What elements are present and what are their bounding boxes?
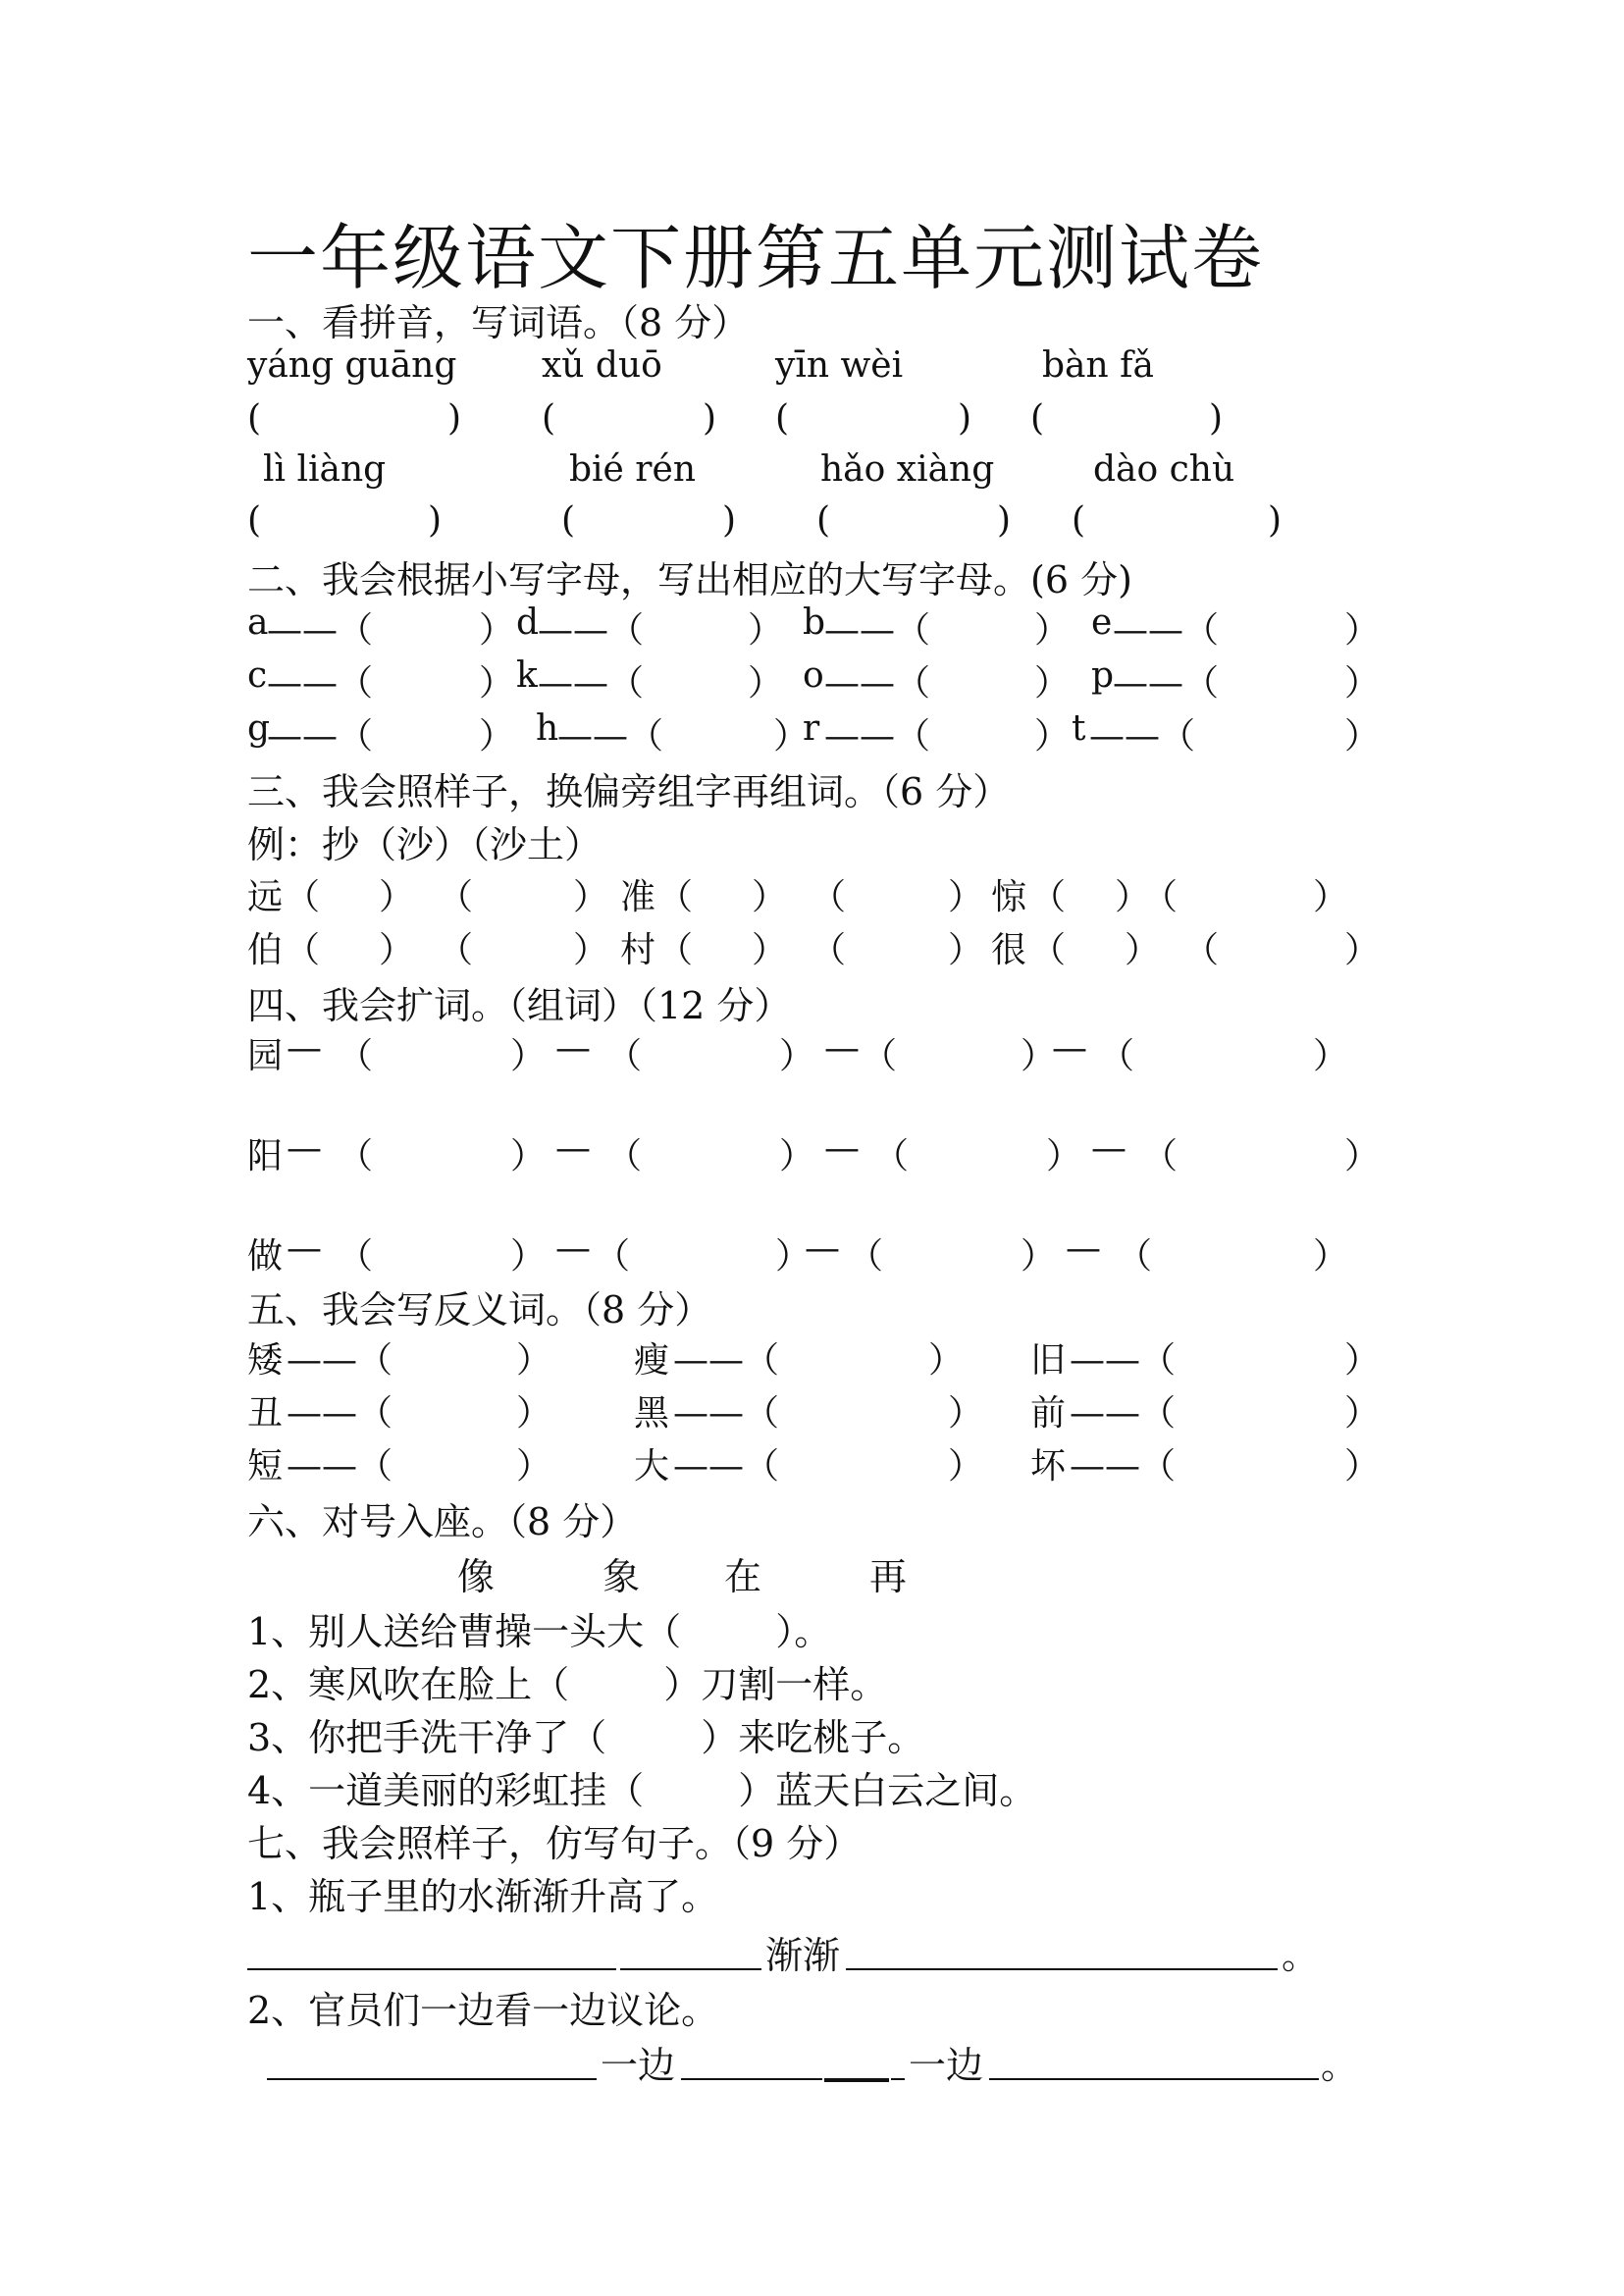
paren-close: )	[703, 398, 717, 439]
period: 。	[1282, 1934, 1320, 1977]
pinyin-2: xǔ duō	[542, 345, 662, 386]
char: 阳	[247, 1136, 284, 1176]
char: 丑	[247, 1393, 284, 1434]
letter: o	[803, 655, 824, 696]
example-sentence-2: 2、官员们一边看一边议论。	[247, 1989, 719, 2032]
dash: —	[1052, 1028, 1087, 1069]
letter: t	[1072, 708, 1086, 749]
char: 黑	[634, 1393, 670, 1434]
dash: ——（	[538, 663, 645, 704]
dash: —	[824, 1028, 860, 1069]
paren-close: ）	[775, 1236, 812, 1277]
dash: —	[555, 1128, 591, 1169]
char: 准	[620, 877, 656, 917]
paren-close: ）	[748, 610, 784, 651]
dash: ——（	[824, 663, 931, 704]
answer-line[interactable]	[620, 1968, 761, 1970]
char: 旧	[1030, 1340, 1067, 1381]
fill-item-1	[247, 1601, 831, 1655]
letter: h	[536, 708, 559, 749]
dash: ——（	[1113, 663, 1220, 704]
char: 村	[620, 930, 656, 970]
char: 远	[247, 877, 284, 917]
pinyin-6: bié rén	[569, 449, 697, 490]
paren-open: （	[1142, 1136, 1179, 1176]
letter: k	[516, 655, 538, 696]
paren-open: （	[1030, 877, 1067, 917]
paren-open: （	[606, 1136, 643, 1176]
char: 惊	[991, 877, 1027, 917]
section-6-heading: 六、对号入座。（8 分）	[247, 1500, 638, 1543]
paren-open: (	[1072, 500, 1086, 541]
dash: ——（	[267, 716, 374, 757]
paren-open: （	[438, 877, 474, 917]
paren-open: （	[657, 877, 694, 917]
paren-close: ）	[1046, 1136, 1082, 1176]
option-word: 在	[724, 1555, 762, 1598]
fill-item-2	[247, 1654, 887, 1708]
dash: —	[555, 1028, 591, 1069]
paren-close: ）	[573, 930, 609, 970]
paren-close: ）	[1115, 877, 1151, 917]
paren-close: ）	[516, 1340, 552, 1381]
paren-open: （	[338, 1236, 374, 1277]
pinyin-7: hǎo xiàng	[820, 449, 995, 490]
paren-close: ）	[948, 930, 984, 970]
dash: ——（	[673, 1393, 780, 1434]
answer-line[interactable]	[824, 2078, 889, 2082]
paren-open: （	[1030, 930, 1067, 970]
paren-open: (	[542, 398, 556, 439]
paren-close: ）	[1344, 1393, 1381, 1434]
letter: g	[247, 708, 271, 749]
option-word: 再	[869, 1555, 908, 1598]
dash: ——（	[1089, 716, 1196, 757]
paren-close: ）	[510, 1236, 547, 1277]
answer-line[interactable]	[989, 2078, 1319, 2080]
page-title: 一年级语文下册第五单元测试卷	[247, 217, 1265, 299]
letter: c	[247, 655, 268, 696]
paren-open: (	[247, 500, 262, 541]
char: 短	[247, 1446, 284, 1487]
fill-item-3	[247, 1707, 924, 1761]
paren-close: ）	[1034, 716, 1071, 757]
paren-open: （	[285, 877, 321, 917]
paren-close: ）	[948, 877, 984, 917]
paren-close: ）	[1313, 877, 1349, 917]
dash: ——（	[673, 1340, 780, 1381]
option-word: 像	[457, 1555, 496, 1598]
pinyin-4: bàn fǎ	[1042, 345, 1154, 386]
dash: ——（	[557, 716, 664, 757]
char: 矮	[247, 1340, 284, 1381]
char: 做	[247, 1236, 284, 1277]
example-sentence-1: 1、瓶子里的水渐渐升高了。	[247, 1875, 719, 1918]
key-word: 一边	[909, 2044, 984, 2087]
section-2-heading: 二、我会根据小写字母，写出相应的大写字母。(6 分)	[247, 558, 1132, 601]
paren-open: （	[657, 930, 694, 970]
paren-close: )	[428, 500, 443, 541]
paren-open: （	[338, 1036, 374, 1076]
paren-open: （	[862, 1036, 898, 1076]
paren-close: )	[1268, 500, 1283, 541]
dash: ——（	[824, 610, 931, 651]
dash: —	[1066, 1228, 1101, 1269]
answer-line[interactable]	[267, 2078, 597, 2080]
paren-open: （	[285, 930, 321, 970]
section-4-heading: 四、我会扩词。（组词）（12 分）	[247, 984, 792, 1027]
paren-close: ）	[516, 1446, 552, 1487]
paren-close: )	[958, 398, 972, 439]
char: 坏	[1030, 1446, 1067, 1487]
paren-close: ）	[928, 1340, 965, 1381]
letter: b	[803, 602, 826, 643]
paren-close: ）	[779, 1136, 815, 1176]
paren-close: ）	[748, 663, 784, 704]
paren-close: ）	[1034, 663, 1071, 704]
section-7-heading: 七、我会照样子，仿写句子。（9 分）	[247, 1822, 862, 1865]
dash: ——（	[1070, 1446, 1177, 1487]
option-word: 象	[602, 1555, 641, 1598]
paren-close: ）	[1344, 663, 1381, 704]
letter: d	[516, 602, 540, 643]
paren-close: ）	[1021, 1236, 1057, 1277]
paren-open: （	[606, 1036, 643, 1076]
item-text: ）来吃桃子。	[701, 1716, 925, 1759]
paren-close: ）	[1125, 930, 1161, 970]
section-5-heading: 五、我会写反义词。（8 分）	[247, 1288, 712, 1331]
letter: p	[1091, 655, 1115, 696]
letter: e	[1091, 602, 1113, 643]
paren-close: ）	[479, 716, 515, 757]
dash: ——（	[1070, 1340, 1177, 1381]
paren-close: )	[447, 398, 462, 439]
paren-close: ）	[752, 930, 788, 970]
pinyin-8: dào chù	[1093, 449, 1235, 490]
dash: ——（	[267, 663, 374, 704]
char: 瘦	[634, 1340, 670, 1381]
dash: ——（	[267, 610, 374, 651]
paren-close: ）	[1034, 610, 1071, 651]
paren-close: )	[997, 500, 1012, 541]
dash: ——（	[1113, 610, 1220, 651]
dash: ——（	[287, 1446, 393, 1487]
paren-open: （	[338, 1136, 374, 1176]
paren-close: ）	[1313, 1236, 1349, 1277]
key-word: 一边	[601, 2044, 676, 2087]
paren-close: ）	[379, 877, 415, 917]
paren-close: )	[722, 500, 737, 541]
paren-close: ）	[379, 930, 415, 970]
paren-close: )	[1209, 398, 1224, 439]
paren-open: (	[775, 398, 790, 439]
dash: —	[1091, 1128, 1126, 1169]
item-text: 4、一道美丽的彩虹挂（	[247, 1769, 645, 1812]
paren-open: (	[561, 500, 576, 541]
item-text: 2、寒风吹在脸上（	[247, 1663, 570, 1706]
paren-open: （	[1117, 1236, 1153, 1277]
pinyin-3: yīn wèi	[775, 345, 904, 386]
paren-open: （	[811, 877, 847, 917]
dash: ——（	[824, 716, 931, 757]
paren-open: （	[438, 930, 474, 970]
item-text: 1、别人送给曹操一头大（	[247, 1610, 682, 1653]
paren-close: ）	[479, 610, 515, 651]
paren-open: （	[595, 1236, 631, 1277]
dash: ——（	[287, 1340, 393, 1381]
paren-open: （	[811, 930, 847, 970]
dash: —	[287, 1028, 322, 1069]
paren-close: ）	[479, 663, 515, 704]
paren-close: ）	[1344, 1446, 1381, 1487]
paren-close: ）	[779, 1036, 815, 1076]
char: 前	[1030, 1393, 1067, 1434]
paren-open: （	[1099, 1036, 1135, 1076]
answer-line[interactable]	[891, 2078, 905, 2080]
pinyin-1: yáng guāng	[247, 345, 457, 386]
paren-open: （	[1183, 930, 1220, 970]
dash: —	[555, 1228, 591, 1269]
item-text: ）。	[775, 1610, 832, 1653]
paren-close: ）	[1344, 716, 1381, 757]
key-word: 渐渐	[765, 1934, 841, 1977]
paren-close: ）	[1021, 1036, 1057, 1076]
char: 大	[634, 1446, 670, 1487]
char: 很	[991, 930, 1027, 970]
dash: —	[287, 1228, 322, 1269]
paren-open: （	[873, 1136, 910, 1176]
dash: —	[824, 1128, 860, 1169]
paren-close: ）	[1313, 1036, 1349, 1076]
paren-close: ）	[510, 1136, 547, 1176]
answer-line[interactable]	[681, 2078, 822, 2080]
paren-open: (	[816, 500, 831, 541]
item-text: ）刀割一样。	[663, 1663, 888, 1706]
pinyin-5: lì liàng	[263, 449, 387, 490]
char: 伯	[247, 930, 284, 970]
dash: —	[287, 1128, 322, 1169]
paren-close: ）	[516, 1393, 552, 1434]
dash: ——（	[538, 610, 645, 651]
paren-close: ）	[573, 877, 609, 917]
item-text: 3、你把手洗干净了（	[247, 1716, 607, 1759]
dash: —	[805, 1228, 840, 1269]
item-text: ）蓝天白云之间。	[738, 1769, 1037, 1812]
paren-close: ）	[1344, 610, 1381, 651]
paren-close: ）	[948, 1446, 984, 1487]
paren-open: （	[848, 1236, 884, 1277]
paren-open: (	[247, 398, 262, 439]
letter: r	[803, 708, 820, 749]
char: 园	[247, 1036, 284, 1076]
paren-close: ）	[1344, 930, 1381, 970]
paren-close: ）	[948, 1393, 984, 1434]
paren-close: ）	[1344, 1136, 1381, 1176]
dash: ——（	[287, 1393, 393, 1434]
section-3-heading: 三、我会照样子，换偏旁组字再组词。（6 分）	[247, 770, 1011, 813]
paren-close: ）	[773, 716, 810, 757]
letter: a	[247, 602, 269, 643]
answer-line[interactable]	[846, 1968, 1278, 1970]
paren-close: ）	[752, 877, 788, 917]
fill-item-4	[247, 1760, 1036, 1814]
answer-line[interactable]	[247, 1968, 616, 1970]
dash: ——（	[1070, 1393, 1177, 1434]
paren-open: （	[1142, 877, 1179, 917]
paren-open: (	[1030, 398, 1045, 439]
paren-close: ）	[510, 1036, 547, 1076]
dash: ——（	[673, 1446, 780, 1487]
section-1-heading: 一、看拼音，写词语。（8 分）	[247, 301, 750, 344]
period: 。	[1321, 2044, 1359, 2087]
section-3-example: 例：抄（沙）（沙土）	[247, 823, 602, 866]
paren-close: ）	[1344, 1340, 1381, 1381]
